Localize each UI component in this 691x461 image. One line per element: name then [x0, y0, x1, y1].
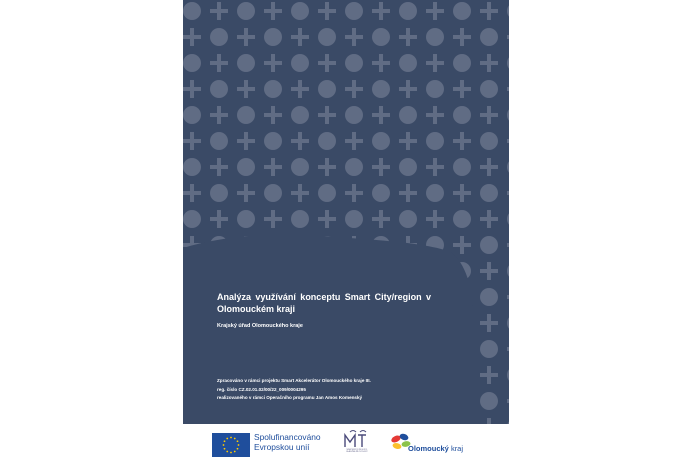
- eu-star: [224, 440, 226, 442]
- olomoucky-label-bold: Olomoucký: [408, 444, 449, 453]
- title-panel-shape: [183, 0, 509, 424]
- msmt-logo-icon: [341, 429, 373, 451]
- document-subtitle: Krajský úřad Olomouckého kraje: [217, 323, 303, 329]
- eu-flag-icon: [212, 433, 250, 457]
- eu-star: [238, 444, 240, 446]
- project-line-1: Zpracováno v rámci projektu Smart Akcelerátor Olomouckého kraje III.: [217, 378, 371, 383]
- eu-star: [234, 451, 236, 453]
- eu-cofinancing-label: [254, 432, 321, 452]
- cover-background: [183, 0, 509, 424]
- eu-star: [226, 438, 228, 440]
- logo-footer: [183, 424, 509, 461]
- eu-label-line-1: Spolufinancováno: [254, 432, 321, 442]
- document-page: [183, 0, 509, 461]
- document-title: Analýza využívání konceptu Smart City/region v Olomouckém kraji: [217, 292, 431, 314]
- eu-star: [234, 438, 236, 440]
- eu-star: [230, 437, 232, 439]
- project-line-3: realizovaného v rámci Operačního programu Jan Amos Komenský: [217, 395, 363, 400]
- eu-star: [237, 448, 239, 450]
- eu-star: [223, 444, 225, 446]
- olomoucky-label-light: kraj: [450, 444, 464, 453]
- eu-label-line-2: Evropskou unií: [254, 442, 310, 452]
- eu-star: [230, 452, 232, 454]
- project-info: [217, 377, 457, 403]
- eu-star: [226, 451, 228, 453]
- eu-star: [237, 440, 239, 442]
- olomoucky-kraj-label: [408, 444, 463, 453]
- eu-star: [224, 448, 226, 450]
- project-line-2: reg. číslo CZ.02.01.02/00/22_009/0004295: [217, 386, 306, 392]
- msmt-label: MINISTERSTVO ŠKOLSTVÍ, MLÁDEŽE A TĚLOVÝCHOVY: [346, 450, 368, 453]
